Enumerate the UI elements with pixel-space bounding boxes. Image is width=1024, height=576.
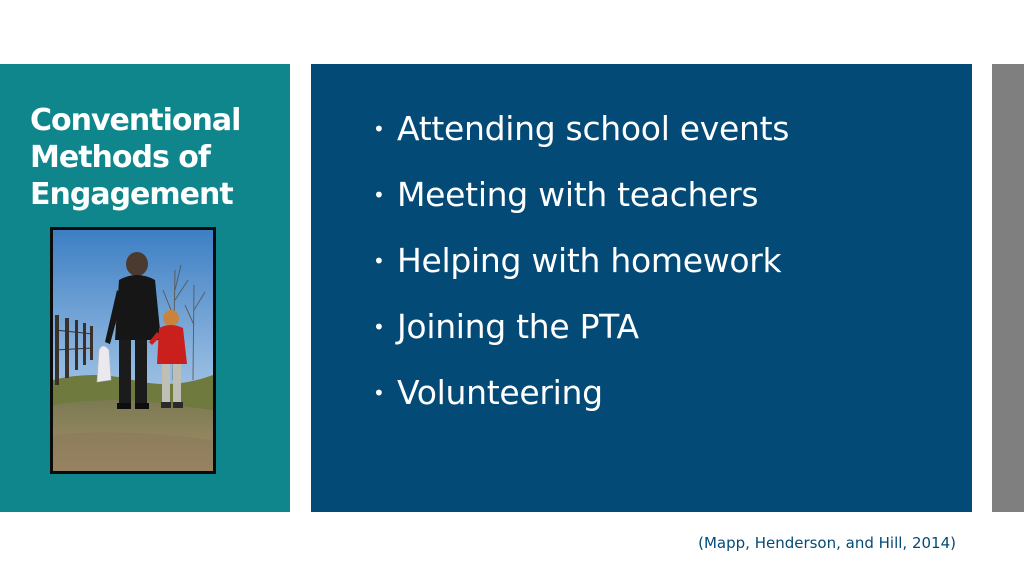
bullet-list bbox=[373, 107, 789, 437]
slide-title bbox=[30, 102, 280, 213]
right-accent-bar bbox=[992, 64, 1024, 512]
list-item bbox=[373, 305, 789, 371]
bullet-icon: • bbox=[373, 183, 385, 207]
list-item bbox=[373, 173, 789, 239]
bullet-icon: • bbox=[373, 117, 385, 141]
title-line-3: Engagement bbox=[30, 177, 233, 212]
bullet-text: Helping with homework bbox=[397, 241, 782, 280]
photo-illustration bbox=[53, 230, 213, 471]
bullet-text: Attending school events bbox=[397, 109, 790, 148]
bullet-text: Meeting with teachers bbox=[397, 175, 759, 214]
bullet-icon: • bbox=[373, 249, 385, 273]
title-line-1: Conventional bbox=[30, 103, 241, 138]
title-line-2: Methods of bbox=[30, 140, 210, 175]
content-panel bbox=[311, 64, 972, 512]
list-item bbox=[373, 107, 789, 173]
citation: (Mapp, Henderson, and Hill, 2014) bbox=[698, 534, 956, 552]
bullet-icon: • bbox=[373, 315, 385, 339]
bullet-text: Joining the PTA bbox=[397, 307, 639, 346]
list-item bbox=[373, 371, 789, 437]
list-item bbox=[373, 239, 789, 305]
adult-and-child-walking-photo bbox=[50, 227, 216, 474]
bullet-text: Volunteering bbox=[397, 373, 603, 412]
bullet-icon: • bbox=[373, 381, 385, 405]
